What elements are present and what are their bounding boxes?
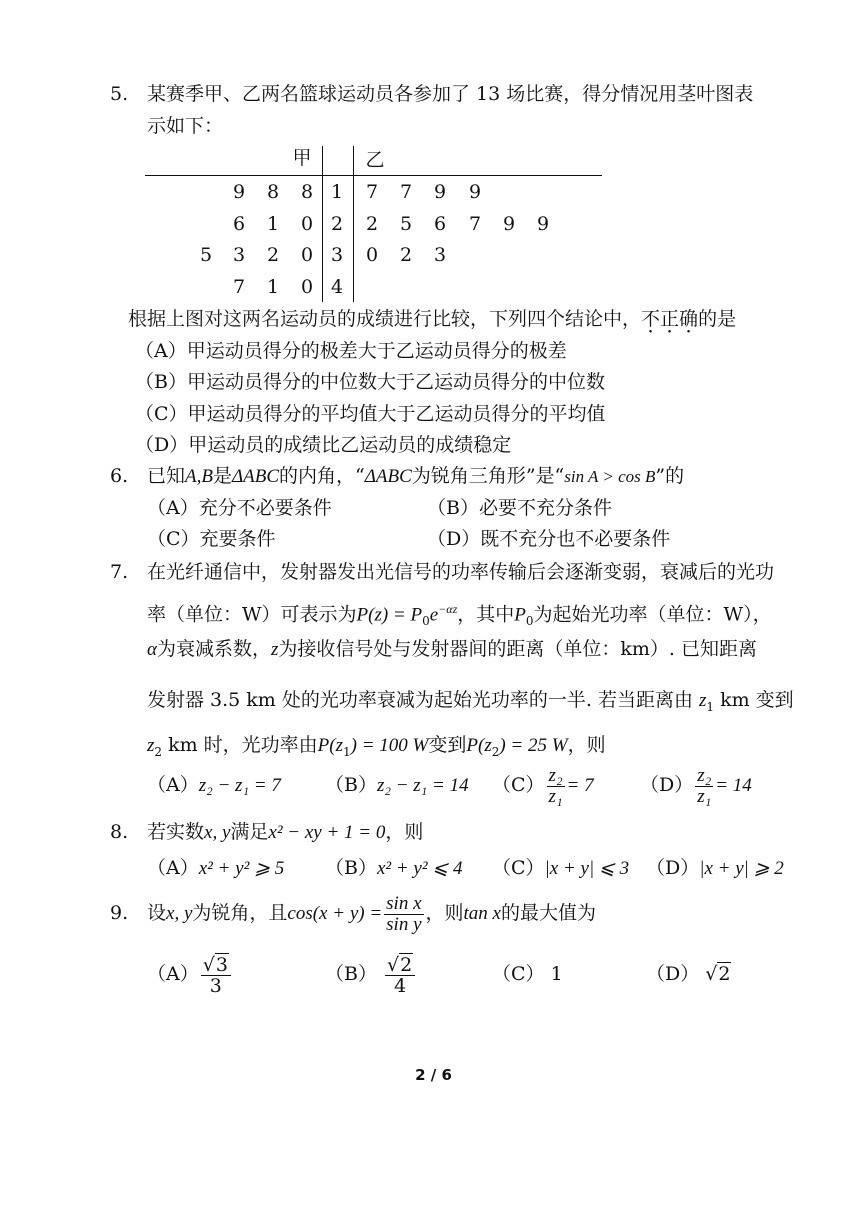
option-d: （D） $\frac{\text{z₂}}{\text{z₁}}$ = 14	[640, 764, 752, 807]
stem: 2	[330, 213, 344, 235]
right-header: 乙	[365, 149, 385, 171]
question-stem: 设x, y为锐角，且cos(x + y) = $\frac{\text{sin x}}{\text{sin y}}$ ，则tan x的最大值为	[147, 892, 597, 935]
option-d: （D） √2	[646, 963, 731, 985]
table-divider-right	[353, 146, 354, 302]
leaf-right: 9	[433, 181, 447, 203]
leaf-right: 2	[365, 213, 379, 235]
sqrt-icon: √	[387, 953, 400, 976]
option-a: （A）甲运动员得分的极差大于乙运动员得分的极差	[135, 340, 567, 362]
leaf-left: 9	[232, 181, 246, 203]
page-number: 2 / 6	[415, 1066, 452, 1084]
stem: 3	[330, 244, 344, 266]
leaf-left: 0	[300, 213, 314, 235]
leaf-left: 6	[232, 213, 246, 235]
question-stem-line: $z_2$ km 时，光功率由$P(z_1) = 100$ W变到$P(z_2) = 25$ W，则	[147, 734, 606, 759]
question-number: 5.	[110, 83, 129, 105]
leaf-left: 0	[300, 276, 314, 298]
leaf-left: 0	[300, 244, 314, 266]
question-number: 7.	[110, 561, 129, 583]
question-stem: 若实数x, y满足x² − xy + 1 = 0，则	[147, 821, 424, 843]
table-divider-left	[322, 146, 323, 302]
option-b: （B）x² + y² ⩽ 4	[325, 857, 463, 879]
question-number: 8.	[110, 821, 129, 843]
leaf-left: 1	[266, 276, 280, 298]
emphasis-char: 正	[660, 308, 680, 330]
option-a: （A）z₂ − z₁ = 7	[147, 774, 281, 796]
sqrt-icon: √	[705, 963, 718, 985]
question-stem: 已知A,B是ΔABC的内角，“ΔABC为锐角三角形”是“sin A > cos B”的	[147, 465, 685, 487]
option-c: （C） $\frac{\text{z₂}}{\text{z₁}}$ = 7	[492, 764, 594, 807]
leaf-right: 6	[433, 213, 447, 235]
question-prompt: 根据上图对这两名运动员的成绩进行比较，下列四个结论中，不正确的是	[128, 308, 737, 330]
question-stem-line: 发射器 3.5 km 处的光功率衰减为起始光功率的一半. 若当距离由 $z_1$ km 变到	[147, 689, 794, 714]
leaf-right: 9	[468, 181, 482, 203]
emphasis-char: 确	[679, 308, 699, 330]
question-number: 9.	[110, 902, 129, 924]
leaf-right: 7	[365, 181, 379, 203]
leaf-left: 2	[266, 244, 280, 266]
emphasis-char: 不	[641, 308, 661, 330]
option-b: （B）z₂ − z₁ = 14	[325, 774, 469, 796]
question-stem-line: 在光纤通信中，发射器发出光信号的功率传输后会逐渐变弱，衰减后的光功	[147, 561, 775, 583]
question-number: 6.	[110, 465, 129, 487]
option-a: （A）充分不必要条件	[147, 497, 332, 519]
option-d: （D）既不充分也不必要条件	[427, 528, 671, 550]
question-stem-line: 某赛季甲、乙两名篮球运动员各参加了 13 场比赛，得分情况用茎叶图表	[147, 83, 754, 105]
option-b: （B）必要不充分条件	[427, 497, 612, 519]
emphasis-text	[641, 308, 698, 330]
leaf-right: 9	[502, 213, 516, 235]
question-stem-line: α为衰减系数，z为接收信号处与发射器间的距离（单位：km）. 已知距离	[147, 638, 758, 660]
leaf-right: 2	[399, 244, 413, 266]
stem: 1	[330, 181, 344, 203]
question-stem-line: 率（单位：W）可表示为$P(z) = P_0e^{-\alpha z}$，其中$P_0$为起始光功率（单位：W），	[147, 602, 772, 629]
option-d: （D）|x + y| ⩾ 2	[646, 857, 784, 879]
question-stem-line: 示如下：	[147, 115, 224, 137]
leaf-left: 7	[232, 276, 246, 298]
option-c: （C）充要条件	[147, 528, 276, 550]
leaf-left: 5	[199, 244, 213, 266]
leaf-right: 7	[399, 181, 413, 203]
leaf-right: 0	[365, 244, 379, 266]
option-c: （C）甲运动员得分的平均值大于乙运动员得分的平均值	[135, 403, 606, 425]
leaf-right: 5	[399, 213, 413, 235]
leaf-right: 7	[468, 213, 482, 235]
sqrt-icon: √	[202, 953, 215, 976]
option-d: （D）甲运动员的成绩比乙运动员的成绩稳定	[135, 434, 512, 456]
option-a: （A） $\frac{√3}{3}$	[147, 952, 233, 996]
option-c: （C） 1	[492, 963, 563, 985]
table-header-rule	[145, 175, 602, 176]
leaf-left: 8	[266, 181, 280, 203]
leaf-right: 3	[433, 244, 447, 266]
option-b: （B） $\frac{√2}{4}$	[325, 952, 417, 996]
stem: 4	[330, 276, 344, 298]
leaf-left: 3	[232, 244, 246, 266]
leaf-left: 1	[266, 213, 280, 235]
leaf-right: 9	[536, 213, 550, 235]
left-header: 甲	[292, 147, 312, 169]
option-c: （C）|x + y| ⩽ 3	[492, 857, 630, 879]
option-a: （A）x² + y² ⩾ 5	[147, 857, 285, 879]
leaf-left: 8	[300, 181, 314, 203]
option-b: （B）甲运动员得分的中位数大于乙运动员得分的中位数	[135, 371, 605, 393]
